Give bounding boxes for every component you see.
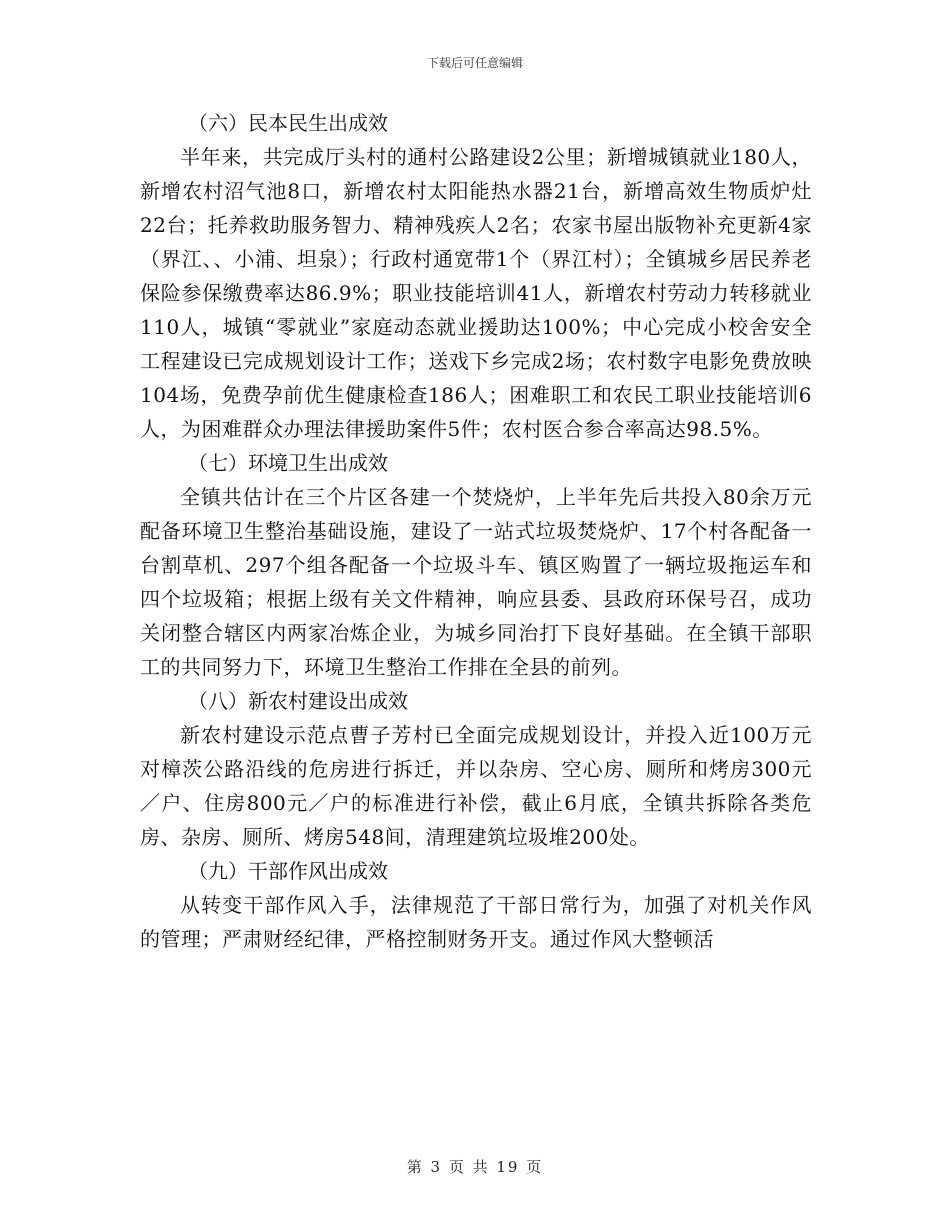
section-heading-7: （七）环境卫生出成效: [188, 451, 388, 475]
page-header: 下载后可任意编辑: [426, 56, 523, 70]
section-paragraph-7: 全镇共估计在三个片区各建一个焚烧炉，上半年先后共投入80余万元配备环境卫生整治基础设施，建设了一站式垃圾焚烧炉、17个村各配备一台割草机、297个组各配备一个垃圾斗车、镇区购置了一辆垃圾拖运车和四个垃圾箱；根据上级有关文件精神，响应县委、县政府环保号召，成功关闭整合辖区内两家冶炼企业，为城乡同治打下良好基础。在全镇干部职工的共同努力下，环境卫生整治工作排在全县的前列。: [140, 485, 812, 679]
document-body: [140, 106, 812, 956]
section-paragraph-9: 从转变干部作风入手，法律规范了干部日常行为，加强了对机关作风的管理；严肃财经纪律，严格控制财务开支。通过作风大整顿活: [140, 893, 812, 951]
section-heading-8: （八）新农村建设出成效: [188, 689, 408, 713]
section-heading-9: （九）干部作风出成效: [188, 859, 388, 883]
section-paragraph-6: 半年来，共完成厅头村的通村公路建设2公里；新增城镇就业180人，新增农村沼气池8口，新增农村太阳能热水器21台，新增高效生物质炉灶22台；托养救助服务智力、精神残疾人2名；农家书屋出版物补充更新4家（界江、、小浦、坦泉）；行政村通宽带1个（界江村）；全镇城乡居民养老保险参保缴费率达86.9%；职业技能培训41人，新增农村劳动力转移就业110人，城镇“零就业”家庭动态就业援助达100%；中心完成小校舍安全工程建设已完成规划设计工作；送戏下乡完成2场；农村数字电影免费放映104场，免费孕前优生健康检查186人；困难职工和农民工职业技能培训6人，为困难群众办理法律援助案件5件；农村医合参合率高达98.5%。: [140, 145, 812, 441]
section-heading-6: （六）民本民生出成效: [188, 111, 388, 135]
page-footer: 第 3 页 共 19 页: [406, 1158, 544, 1176]
section-paragraph-8: 新农村建设示范点曹子芳村已全面完成规划设计，并投入近100万元对樟茨公路沿线的危房进行拆迁，并以杂房、空心房、厕所和烤房300元／户、住房800元／户的标准进行补偿，截止6月底，全镇共拆除各类危房、杂房、厕所、烤房548间，清理建筑垃圾堆200处。: [140, 723, 812, 849]
